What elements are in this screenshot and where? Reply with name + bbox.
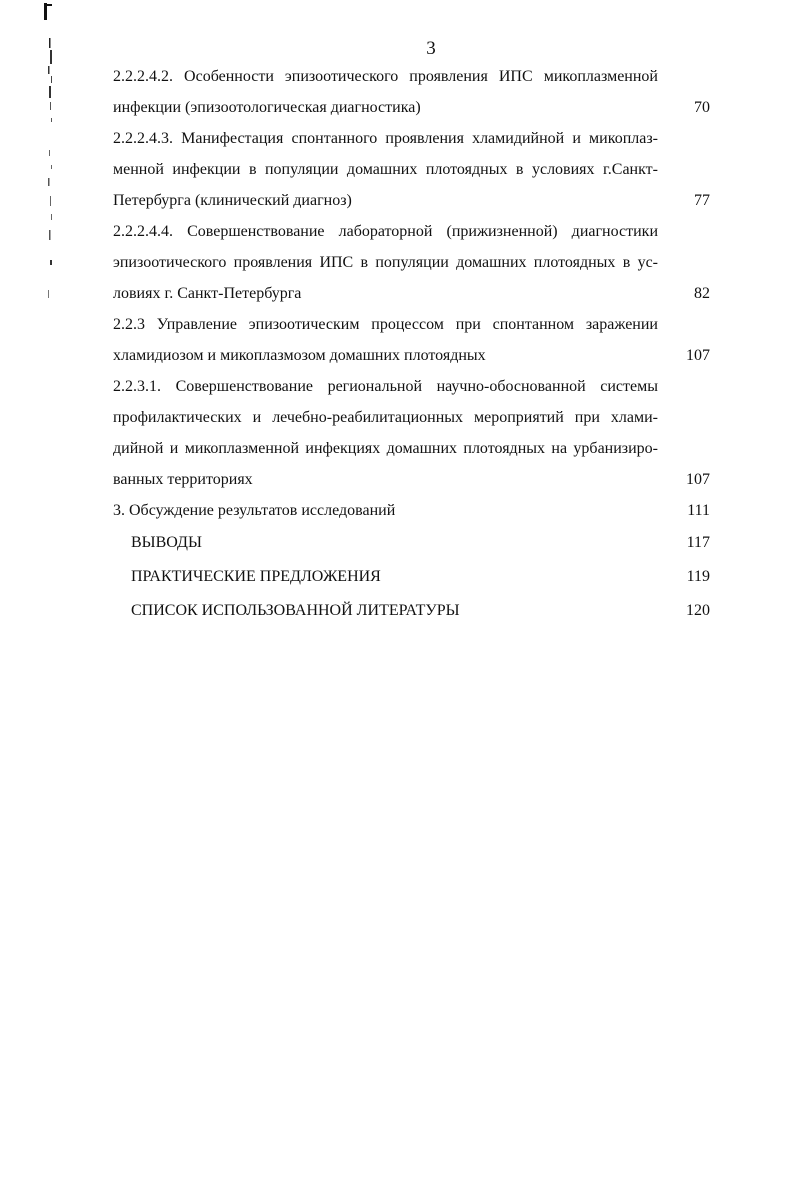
toc-entry-line: Петербурга (клинический диагноз) <box>113 192 352 209</box>
toc-entry-line: хламидиозом и микоплазмозом домашних плотоядных <box>113 347 486 364</box>
toc-entry-page: 107 <box>686 347 710 364</box>
toc-entry-line: 2.2.2.4.3. Манифестация спонтанного проявления хламидийной и микоплаз- <box>113 130 658 147</box>
toc-entry-line: ПРАКТИЧЕСКИЕ ПРЕДЛОЖЕНИЯ <box>131 568 381 585</box>
toc-entry-page: 70 <box>694 99 710 116</box>
toc-entry[interactable] <box>113 216 710 309</box>
page-number: 3 <box>426 38 436 59</box>
toc-entry-title <box>113 526 658 560</box>
toc-entry-line: 3. Обсуждение результатов исследований <box>113 502 396 519</box>
toc-entry-title <box>113 560 658 594</box>
toc-entry-page: 77 <box>694 192 710 209</box>
toc-entry-title <box>113 594 658 628</box>
toc-entry[interactable] <box>113 560 710 594</box>
toc-entry-line: 2.2.3.1. Совершенствование региональной научно-обоснованной системы <box>113 378 658 395</box>
toc-entry[interactable] <box>113 594 710 628</box>
toc-entry-page: 119 <box>686 568 710 585</box>
toc-entry-line: ванных территориях <box>113 471 253 488</box>
toc-entry-page: 111 <box>687 502 710 519</box>
toc-entry-line: эпизоотического проявления ИПС в популяции домашних плотоядных в ус- <box>113 254 658 271</box>
toc-entry-title <box>113 309 658 371</box>
toc-entry-line: профилактических и лечебно-реабилитационных мероприятий при хлами- <box>113 409 658 426</box>
toc-entry-line: менной инфекции в популяции домашних плотоядных в условиях г.Санкт- <box>113 161 658 178</box>
toc-entry-line: инфекции (эпизоотологическая диагностика) <box>113 99 421 116</box>
toc-entry[interactable] <box>113 61 710 123</box>
toc-entry[interactable] <box>113 526 710 560</box>
toc-entry-line: ВЫВОДЫ <box>131 534 202 551</box>
toc-entry-line: дийной и микоплазменной инфекциях домашних плотоядных на урбанизиро- <box>113 440 658 457</box>
toc-entry-line: 2.2.3 Управление эпизоотическим процессом при спонтанном заражении <box>113 316 658 333</box>
toc-entry-line: СПИСОК ИСПОЛЬЗОВАННОЙ ЛИТЕРАТУРЫ <box>131 602 460 619</box>
toc-entry-line: 2.2.2.4.4. Совершенствование лабораторной (прижизненной) диагностики <box>113 223 658 240</box>
toc-entry-page: 117 <box>686 534 710 551</box>
toc-entry[interactable] <box>113 495 710 526</box>
toc-entry[interactable] <box>113 309 710 371</box>
table-of-contents <box>113 61 710 628</box>
toc-entry-title <box>113 61 658 123</box>
toc-entry-title <box>113 495 658 526</box>
toc-entry-page: 120 <box>686 602 710 619</box>
toc-entry[interactable] <box>113 123 710 216</box>
toc-entry-page: 107 <box>686 471 710 488</box>
toc-entry-title <box>113 123 658 216</box>
toc-entry-title <box>113 216 658 309</box>
toc-entry[interactable] <box>113 371 710 495</box>
toc-entry-line: 2.2.2.4.2. Особенности эпизоотического проявления ИПС микоплазменной <box>113 68 658 85</box>
toc-entry-line: ловиях г. Санкт-Петербурга <box>113 285 302 302</box>
toc-entry-page: 82 <box>694 285 710 302</box>
toc-entry-title <box>113 371 658 495</box>
